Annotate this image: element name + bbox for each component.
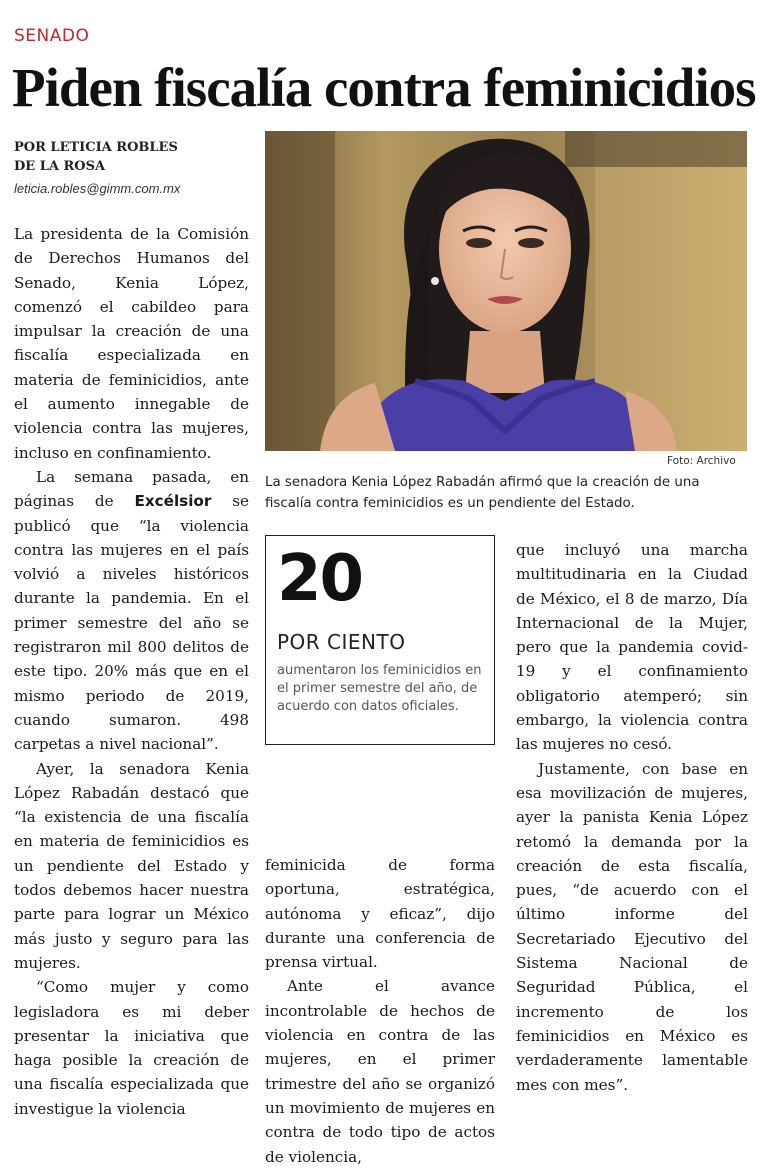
byline bbox=[14, 138, 254, 176]
stat-box bbox=[265, 535, 495, 745]
byline-author-line-2: DE LA ROSA bbox=[14, 159, 106, 174]
newspaper-name: Excélsior bbox=[134, 492, 212, 511]
stat-number: 20 bbox=[277, 542, 363, 616]
section-label: SENADO bbox=[14, 26, 90, 46]
paragraph: feminicida de forma oportuna, estratégica, autónoma y eficaz”, dijo durante una conferencia de prensa virtual. bbox=[265, 856, 495, 972]
article-column-3 bbox=[516, 538, 748, 1094]
article-column-2 bbox=[265, 853, 495, 1166]
paragraph: Justamente, con base en esa movilización de mujeres, ayer la panista Kenia López retomó la demanda por la creación de esta fiscalía, pues, “de acuerdo con el último informe del Secretariado Ejecutivo del Sistema Nacional de Seguridad Pública, el incremento de los feminicidios en México es verdaderamente lamentable mes con mes”. bbox=[516, 759, 748, 1094]
photo-credit: Foto: Archivo bbox=[667, 455, 736, 467]
byline-author-line-1: POR LETICIA ROBLES bbox=[14, 140, 178, 155]
paragraph: Ante el avance incontrolable de hechos de violencia en contra de las mujeres, en el primer trimestre del año se organizó un movimiento de mujeres en contra de todo tipo de actos de violencia, bbox=[265, 977, 495, 1166]
paragraph: que incluyó una marcha multitudinaria en la Ciudad de México, el 8 de marzo, Día Internacional de la Mujer, pero que la pandemia covid-19 y el confinamiento obligatorio atemperó; sin embargo, la violencia contra las mujeres no cesó. bbox=[516, 541, 748, 754]
author-email-link[interactable]: leticia.robles@gimm.com.mx bbox=[14, 181, 181, 196]
stat-unit: POR CIENTO bbox=[277, 630, 406, 654]
headline: Piden fiscalía contra feminicidios bbox=[12, 57, 756, 118]
paragraph: La semana pasada, en páginas de Excélsior se publicó que “la violencia contra las mujeres en el país volvió a niveles históricos durante la pandemia. En el primer semestre del año se registraron mil 800 delitos de este tipo. 20% más que en el mismo periodo de 2019, cuando sumaron. 498 carpetas a nivel nacional”. bbox=[14, 467, 249, 754]
paragraph: La presidenta de la Comisión de Derechos Humanos del Senado, Kenia López, comenzó el cabildeo para impulsar la creación de una fiscalía especializada en materia de feminicidios, ante el aumento innegable de violencia contra las mujeres, incluso en confinamiento. bbox=[14, 225, 249, 462]
article-photo bbox=[265, 131, 747, 451]
paragraph: “Como mujer y como legisladora es mi deber presentar la iniciativa que haga posible la creación de una fiscalía especializada que investigue la violencia bbox=[14, 978, 249, 1118]
stat-description: aumentaron los feminicidios en el primer semestre del año, de acuerdo con datos oficiales. bbox=[277, 663, 482, 714]
senator-portrait-image bbox=[265, 131, 747, 451]
paragraph: Ayer, la senadora Kenia López Rabadán destacó que “la existencia de una fiscalía en materia de feminicidios es un pendiente del Estado y todos debemos hacer nuestra parte para lograr un México más justo y seguro para las mujeres. bbox=[14, 759, 249, 972]
photo-caption: La senadora Kenia López Rabadán afirmó que la creación de una fiscalía contra feminicidios es un pendiente del Estado. bbox=[265, 475, 700, 511]
article-column-1 bbox=[14, 222, 249, 1118]
